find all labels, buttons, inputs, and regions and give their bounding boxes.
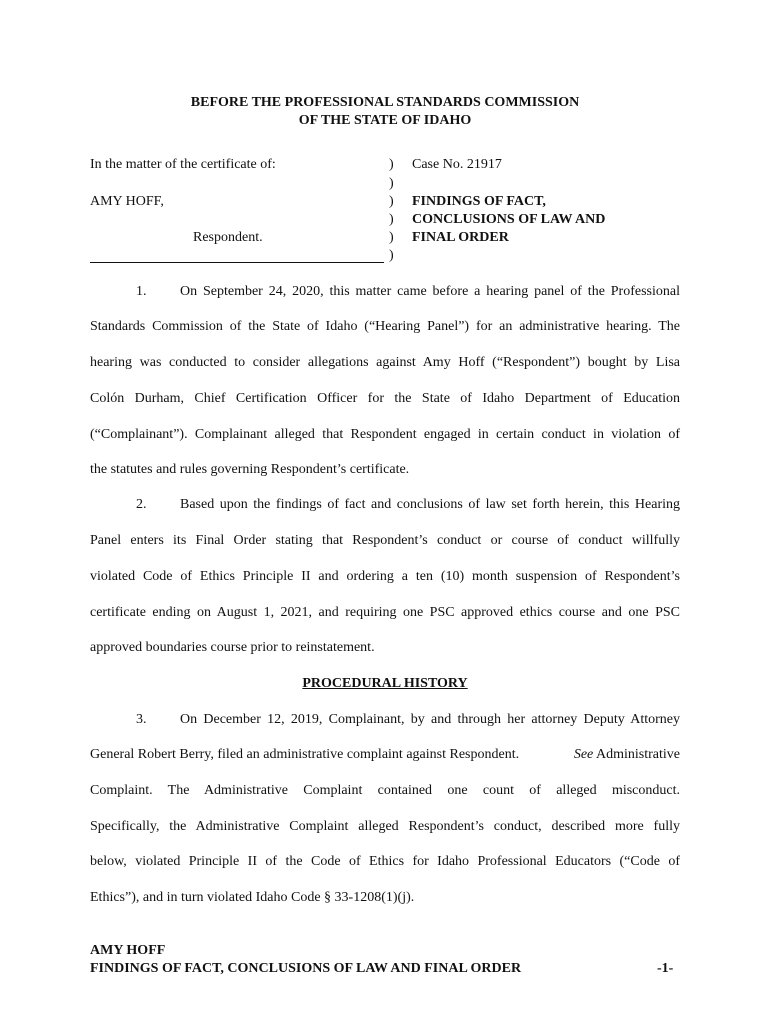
- paragraph-line: Based upon the findings of fact and conclusions of law set forth herein, this Hearing: [180, 497, 680, 512]
- paragraph-line: certificate ending on August 1, 2021, and requiring one PSC approved ethics course and one PSC: [90, 605, 680, 620]
- paragraph-line: [90, 747, 680, 763]
- paragraph-line: On September 24, 2020, this matter came before a hearing panel of the Professional: [180, 284, 680, 299]
- paragraph-number: 2.: [136, 497, 147, 512]
- section-heading: PROCEDURAL HISTORY: [302, 676, 468, 691]
- paragraph-line: (“Complainant”). Complainant alleged that Respondent engaged in certain conduct in violation of: [90, 427, 680, 442]
- caption-paren: ): [389, 194, 394, 209]
- caption-matter: In the matter of the certificate of:: [90, 157, 276, 172]
- paragraph-line: Standards Commission of the State of Idaho (“Hearing Panel”) for an administrative hearing. The: [90, 319, 680, 334]
- caption-paren: ): [389, 157, 394, 172]
- caption-rule: [90, 262, 384, 263]
- case-number: Case No. 21917: [412, 157, 502, 172]
- paragraph-line: the statutes and rules governing Respondent’s certificate.: [90, 462, 410, 477]
- caption-paren: ): [389, 230, 394, 245]
- paragraph-line: Complaint. The Administrative Complaint contained one count of alleged misconduct.: [90, 783, 680, 798]
- paragraph-line: Ethics”), and in turn violated Idaho Code § 33-1208(1)(j).: [90, 890, 415, 905]
- caption-respondent-name: AMY HOFF,: [90, 194, 164, 209]
- paragraph-line-text: General Robert Berry, filed an administrative complaint against Respondent.: [90, 747, 520, 762]
- document-title-line1: FINDINGS OF FACT,: [412, 194, 546, 209]
- paragraph-line: Colón Durham, Chief Certification Officer for the State of Idaho Department of Education: [90, 391, 680, 406]
- footer-title: FINDINGS OF FACT, CONCLUSIONS OF LAW AND FINAL ORDER: [90, 961, 522, 976]
- see-citation: [574, 747, 680, 763]
- caption-respondent-role: Respondent.: [193, 230, 263, 245]
- document-title-line2: CONCLUSIONS OF LAW AND: [412, 212, 606, 227]
- document-title-line3: FINAL ORDER: [412, 230, 509, 245]
- paragraph-line: below, violated Principle II of the Code of Ethics for Idaho Professional Educators (“Code of: [90, 854, 680, 869]
- see-signal: See: [573, 747, 594, 762]
- paragraph-number: 1.: [136, 284, 147, 299]
- caption-paren: ): [389, 248, 394, 263]
- caption-paren: ): [389, 212, 394, 227]
- footer-name: AMY HOFF: [90, 943, 166, 958]
- commission-heading-line2: OF THE STATE OF IDAHO: [298, 113, 472, 128]
- citation-text: Administrative: [596, 747, 680, 762]
- paragraph-line: Panel enters its Final Order stating that Respondent’s conduct or course of conduct willfully: [90, 533, 680, 548]
- page-number: -1-: [657, 961, 674, 976]
- paragraph-line: hearing was conducted to consider allegations against Amy Hoff (“Respondent”) bought by Lisa: [90, 355, 680, 370]
- paragraph-line: violated Code of Ethics Principle II and ordering a ten (10) month suspension of Respondent’s: [90, 569, 680, 584]
- paragraph-line: approved boundaries course prior to reinstatement.: [90, 640, 375, 655]
- paragraph-line: Specifically, the Administrative Complaint alleged Respondent’s conduct, described more fully: [90, 819, 680, 834]
- commission-heading-line1: BEFORE THE PROFESSIONAL STANDARDS COMMISSION: [190, 95, 580, 110]
- paragraph-line: On December 12, 2019, Complainant, by and through her attorney Deputy Attorney: [180, 712, 680, 727]
- paragraph-number: 3.: [136, 712, 147, 727]
- caption-paren: ): [389, 176, 394, 191]
